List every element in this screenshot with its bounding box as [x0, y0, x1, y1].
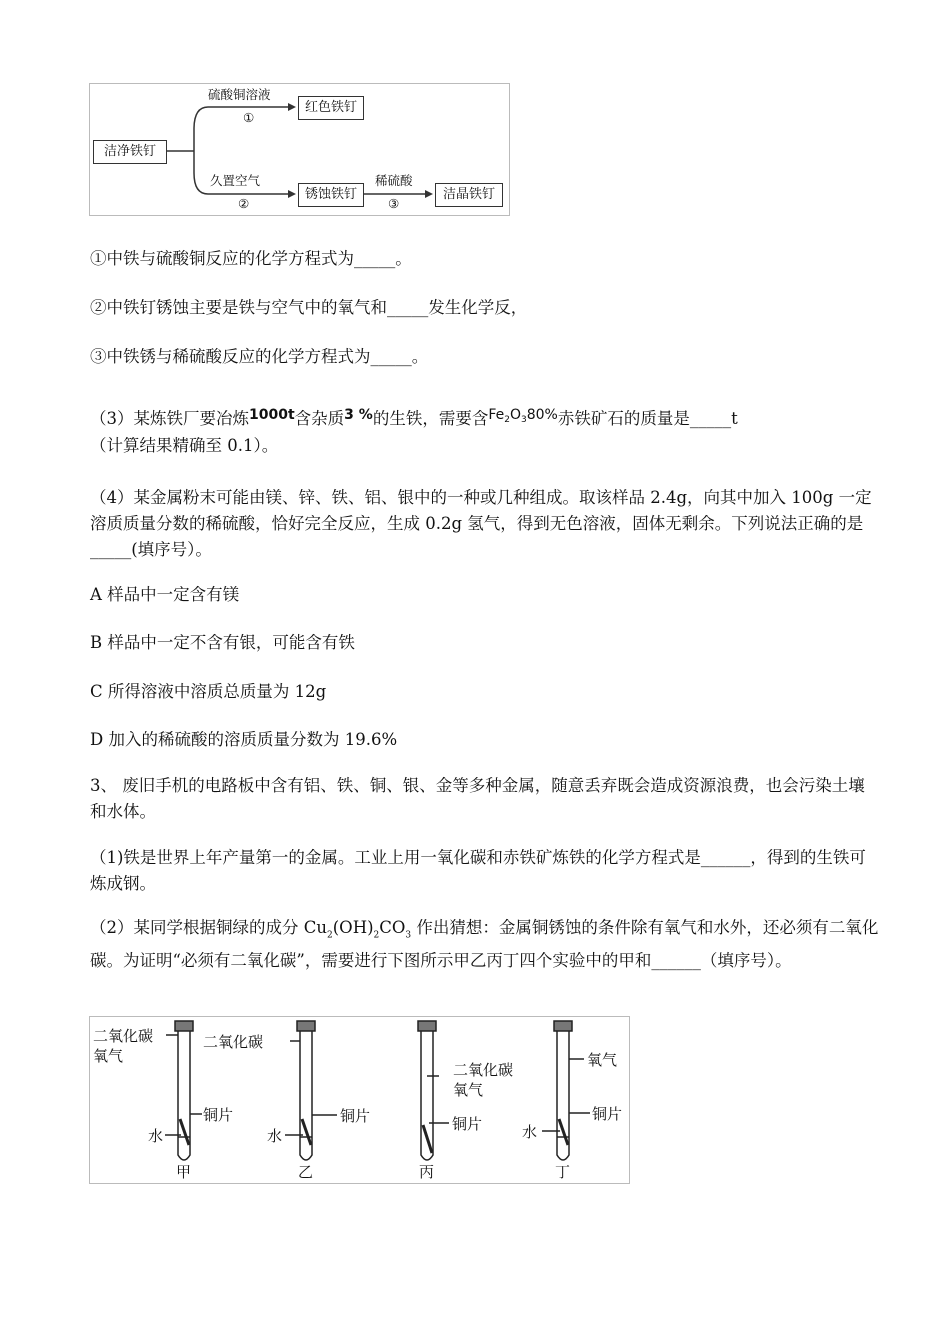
tube-jia-gas-co2: 二氧化碳 — [93, 1027, 154, 1045]
tube-ding-gas-o2: 氧气 — [587, 1051, 618, 1069]
tube-yi-copper: 铜片 — [340, 1107, 371, 1125]
tube-ding-water: 水 — [522, 1123, 538, 1141]
flow-acid-step: ③ — [388, 196, 400, 211]
flow-bottom-condition: 久置空气 — [210, 173, 261, 188]
part-3-text-a: （3）某炼铁厂要冶炼 — [90, 409, 249, 428]
flow-diagram — [89, 83, 510, 216]
tube-bing-copper: 铜片 — [452, 1115, 483, 1133]
flow-start-box: 洁净铁钉 — [93, 140, 167, 164]
tube-jia-water: 水 — [148, 1127, 164, 1145]
tube-yi-water: 水 — [267, 1127, 283, 1145]
flow-top-reagent: 硫酸铜溶液 — [208, 87, 271, 102]
part-3-ore-formula: Fe2O380% — [488, 407, 558, 425]
test-tube-figure — [89, 1016, 630, 1184]
section-3-intro: 3、 废旧手机的电路板中含有铝、铁、铜、银、金等多种金属，随意丢弃既会造成资源浪费，也会污染土壤和水体。 — [90, 776, 865, 821]
tube-yi-gas-co2: 二氧化碳 — [203, 1033, 264, 1051]
flow-final-box: 洁晶铁钉 — [435, 183, 503, 207]
test-tubes-drawing — [90, 1017, 629, 1183]
part-3-text-b: 含杂质 — [294, 409, 345, 428]
tube-bing-gas-co2: 二氧化碳 — [453, 1061, 514, 1079]
option-b: B 样品中一定不含有银，可能含有铁 — [90, 633, 355, 652]
section-3-question-1: （1)铁是世界上年产量第一的金属。工业上用一氧化碳和赤铁矿炼铁的化学方程式是______，得到的生铁可炼成钢。 — [90, 848, 866, 893]
part-3-impurity: 3 % — [344, 407, 373, 423]
question-1: ①中铁与硫酸铜反应的化学方程式为_____。 — [90, 249, 412, 268]
tube-yi-label: 乙 — [298, 1163, 314, 1181]
flow-top-result-box: 红色铁钉 — [298, 96, 364, 120]
tube-jia-label: 甲 — [176, 1163, 192, 1181]
tube-ding-label: 丁 — [555, 1163, 571, 1181]
flow-acid-label: 稀硫酸 — [375, 173, 413, 188]
question-2: ②中铁钉锈蚀主要是铁与空气中的氧气和_____发生化学反， — [90, 298, 528, 317]
question-3: ③中铁锈与稀硫酸反应的化学方程式为_____。 — [90, 347, 429, 366]
tube-ding-copper: 铜片 — [592, 1105, 623, 1123]
tube-jia-copper: 铜片 — [203, 1106, 234, 1124]
part-3-text-e: （计算结果精确至 0.1）。 — [90, 436, 279, 455]
tube-bing-label: 丙 — [419, 1163, 435, 1181]
option-d: D 加入的稀硫酸的溶质质量分数为 19.6% — [90, 730, 398, 749]
option-a: A 样品中一定含有镁 — [90, 585, 240, 604]
section-3-question-2: （2）某同学根据铜绿的成分 $Cu_2(OH)_2CO_3$ 作出猜想：金属铜锈蚀的条件除有氧气和水外，还必须有二氧化碳。为证明“必须有二氧化碳”，需要进行下图所示甲乙丙丁四个实验中的甲和______（填序号）。 — [90, 918, 879, 971]
part-3-paragraph — [90, 402, 880, 459]
option-c: C 所得溶液中溶质总质量为 12g — [90, 682, 327, 701]
part-4-paragraph: （4）某金属粉末可能由镁、锌、铁、铝、银中的一种或几种组成。取该样品 2.4g，向其中加入 100g 一定溶质质量分数的稀硫酸，恰好完全反应，生成 0.2g 氢气，得到无色溶液，固体无剩余。下列说法正确的是_____(填序号）。 — [90, 488, 872, 559]
flow-rust-box: 锈蚀铁钉 — [298, 183, 364, 207]
part-3-text-d: 赤铁矿石的质量是_____t — [557, 409, 738, 428]
tube-bing-gas-o2: 氧气 — [453, 1081, 484, 1099]
part-3-text-c: 的生铁，需要含 — [372, 409, 489, 428]
part-3-mass: 1000t — [249, 407, 295, 423]
flow-bottom-step: ② — [238, 196, 250, 211]
tube-jia-gas-o2: 氧气 — [93, 1047, 124, 1065]
flow-top-step: ① — [243, 110, 255, 125]
